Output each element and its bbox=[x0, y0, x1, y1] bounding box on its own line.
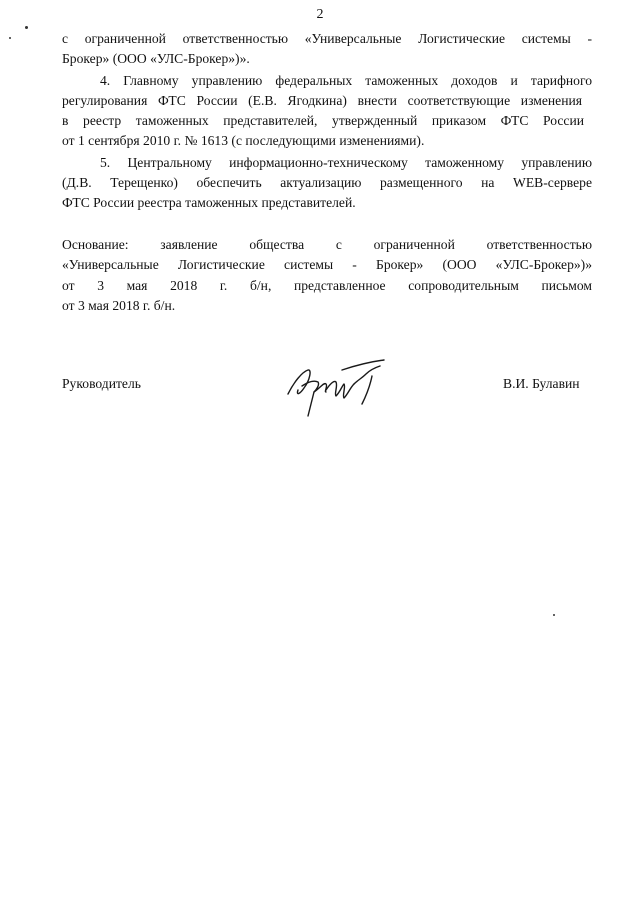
page-number: 2 bbox=[316, 7, 324, 22]
scan-speck bbox=[25, 26, 28, 29]
paragraph-4-line-1: 4. Главному управлению федеральных таможенных доходов и тарифного bbox=[100, 73, 592, 88]
paragraph-4-line-3: в реестр таможенных представителей, утвержденный приказом ФТС России bbox=[62, 113, 584, 128]
basis-line-3: от 3 мая 2018 г. б/н, представленное сопроводительным письмом bbox=[62, 278, 592, 293]
paragraph-4-line-2: регулирования ФТС России (Е.В. Ягодкина) внести соответствующие изменения bbox=[62, 93, 582, 108]
paragraph-5-line-2: (Д.В. Терещенко) обеспечить актуализацию размещенного на WEB-сервере bbox=[62, 175, 592, 190]
paragraph-5-line-1: 5. Центральному информационно-техническому таможенному управлению bbox=[100, 155, 592, 170]
paragraph-3-line-1: с ограниченной ответственностью «Универсальные Логистические системы - bbox=[62, 31, 592, 46]
scan-speck bbox=[553, 614, 555, 616]
basis-line-1: Основание: заявление общества с ограниченной ответственностью bbox=[62, 237, 592, 252]
signatory-name: В.И. Булавин bbox=[503, 376, 580, 391]
scan-speck bbox=[9, 37, 11, 39]
paragraph-4-line-4: от 1 сентября 2010 г. № 1613 (с последующими изменениями). bbox=[62, 133, 425, 148]
paragraph-3-line-2: Брокер» (ООО «УЛС-Брокер»)». bbox=[62, 51, 250, 66]
signatory-title: Руководитель bbox=[62, 376, 141, 391]
paragraph-5-line-3: ФТС России реестра таможенных представителей. bbox=[62, 195, 356, 210]
handwritten-signature bbox=[284, 352, 394, 424]
basis-line-2: «Универсальные Логистические системы - Брокер» (ООО «УЛС-Брокер»)» bbox=[62, 257, 592, 272]
basis-line-4: от 3 мая 2018 г. б/н. bbox=[62, 298, 176, 313]
